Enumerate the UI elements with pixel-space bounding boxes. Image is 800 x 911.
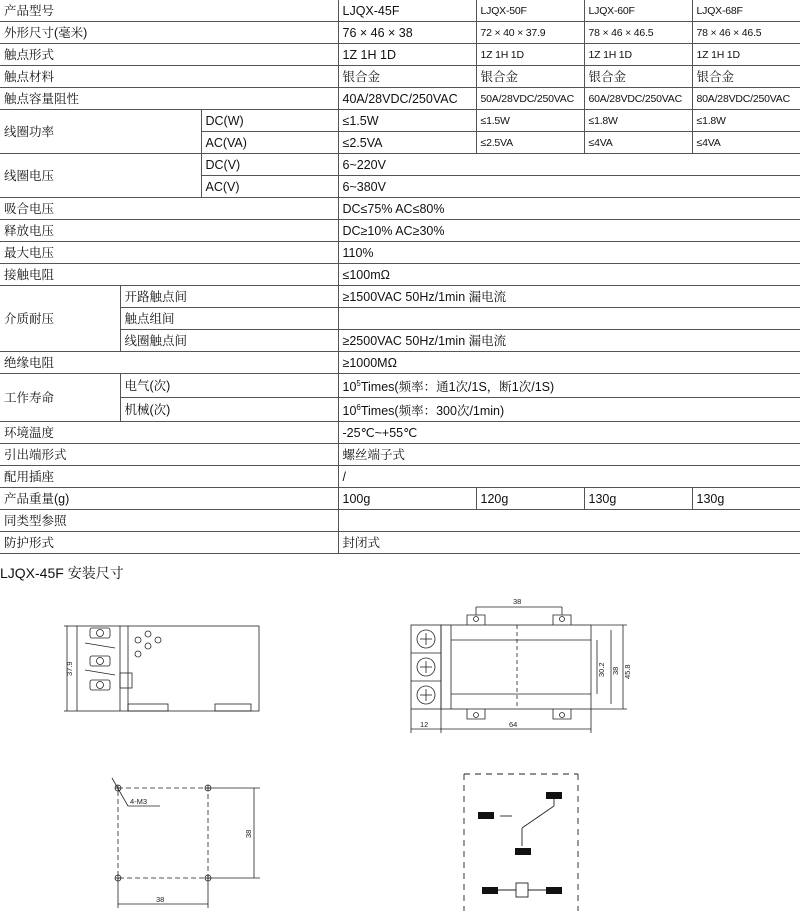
max-voltage-value: 110% (338, 242, 800, 264)
top-h2-dim: 38 (611, 666, 620, 675)
row-dielectric-open (0, 286, 800, 308)
rating-60f: 60A/28VDC/250VAC (584, 88, 692, 110)
side-body-outline (77, 626, 259, 711)
dielectric-coil-value: ≥2500VAC 50Hz/1min 漏电流 (338, 330, 800, 352)
section-title: LJQX-45F 安装尺寸 (0, 565, 124, 581)
row-equivalent (0, 510, 800, 532)
label-coil-power: 线圈功率 (0, 110, 201, 154)
dim-68f: 78 × 46 × 46.5 (692, 22, 800, 44)
top-width-dim: 38 (513, 597, 522, 606)
label-contact-material: 触点材料 (0, 66, 338, 88)
top-body-outline (441, 625, 591, 709)
row-release (0, 220, 800, 242)
model-50f: LJQX-50F (476, 0, 584, 22)
label-life-mechanical: 机械(次) (120, 398, 338, 422)
power-dc-50f: ≤1.5W (476, 110, 584, 132)
label-weight: 产品重量(g) (0, 488, 338, 510)
model-45f: LJQX-45F (338, 0, 476, 22)
row-coil-voltage-dc (0, 154, 800, 176)
insulation-value: ≥1000MΩ (338, 352, 800, 374)
row-ambient-temp (0, 422, 800, 444)
row-terminal (0, 444, 800, 466)
terminal-coil-a (482, 887, 498, 894)
row-dielectric-groups (0, 308, 800, 330)
side-height-dim: 37.9 (65, 661, 74, 676)
power-dc-60f: ≤1.8W (584, 110, 692, 132)
label-equivalent: 同类型参照 (0, 510, 338, 532)
mounting-width-dim: 38 (156, 895, 165, 904)
row-contact-rating (0, 88, 800, 110)
rating-68f: 80A/28VDC/250VAC (692, 88, 800, 110)
top-h3-dim: 45.8 (623, 664, 632, 679)
row-life-electrical (0, 374, 800, 398)
row-pull-in (0, 198, 800, 220)
label-dielectric-coil: 线圈触点间 (120, 330, 338, 352)
life-mechanical-rest: Times(频率：300次/1min) (360, 404, 505, 419)
row-protection (0, 532, 800, 554)
label-dielectric: 介质耐压 (0, 286, 120, 352)
terminal-nc (478, 812, 494, 819)
socket-value: / (338, 466, 800, 488)
mounting-height-dim: 38 (244, 829, 253, 838)
label-max-voltage: 最大电压 (0, 242, 338, 264)
weight-60f: 130g (584, 488, 692, 510)
material-68f: 银合金 (692, 66, 800, 88)
life-electrical-value (338, 374, 800, 398)
contact-resistance-value: ≤100mΩ (338, 264, 800, 286)
power-ac-45f: ≤2.5VA (338, 132, 476, 154)
row-dimensions (0, 22, 800, 44)
row-dielectric-coil (0, 330, 800, 352)
label-release: 释放电压 (0, 220, 338, 242)
weight-50f: 120g (476, 488, 584, 510)
label-socket: 配用插座 (0, 466, 338, 488)
form-50f: 1Z 1H 1D (476, 44, 584, 66)
form-68f: 1Z 1H 1D (692, 44, 800, 66)
life-electrical-rest: Times(频率：通1次/1S，断1次/1S) (360, 380, 555, 395)
wiring-diagram (460, 770, 585, 911)
row-weight (0, 488, 800, 510)
power-dc-68f: ≤1.8W (692, 110, 800, 132)
power-dc-45f: ≤1.5W (338, 110, 476, 132)
row-socket (0, 466, 800, 488)
pull-in-value: DC≤75% AC≤80% (338, 198, 800, 220)
rating-50f: 50A/28VDC/250VAC (476, 88, 584, 110)
release-value: DC≥10% AC≥30% (338, 220, 800, 242)
model-68f: LJQX-68F (692, 0, 800, 22)
label-life-electrical: 电气(次) (120, 374, 338, 398)
label-model: 产品型号 (0, 0, 338, 22)
coil-voltage-dc-value: 6~220V (338, 154, 800, 176)
label-insulation: 绝缘电阻 (0, 352, 338, 374)
material-45f: 银合金 (338, 66, 476, 88)
row-max-voltage (0, 242, 800, 264)
mounting-drawing (100, 772, 270, 911)
power-ac-50f: ≤2.5VA (476, 132, 584, 154)
label-coil-voltage-ac: AC(V) (201, 176, 338, 198)
row-contact-resistance (0, 264, 800, 286)
terminal-com (515, 848, 531, 855)
life-mechanical-value (338, 398, 800, 422)
power-ac-68f: ≤4VA (692, 132, 800, 154)
label-coil-power-ac: AC(VA) (201, 132, 338, 154)
label-contact-resistance: 接触电阻 (0, 264, 338, 286)
material-60f: 银合金 (584, 66, 692, 88)
top-view-drawing (405, 595, 635, 745)
coil-voltage-ac-value: 6~380V (338, 176, 800, 198)
life-mechanical-base: 10 (342, 404, 357, 419)
label-coil-voltage-dc: DC(V) (201, 154, 338, 176)
dim-60f: 78 × 46 × 46.5 (584, 22, 692, 44)
model-60f: LJQX-60F (584, 0, 692, 22)
row-contact-form (0, 44, 800, 66)
top-h1-dim: 30.2 (597, 662, 606, 677)
dielectric-open-value: ≥1500VAC 50Hz/1min 漏电流 (338, 286, 800, 308)
ambient-temp-value: -25℃~+55℃ (338, 422, 800, 444)
protection-value: 封闭式 (338, 532, 800, 554)
weight-68f: 130g (692, 488, 800, 510)
terminal-value: 螺丝端子式 (338, 444, 800, 466)
label-coil-power-dc: DC(W) (201, 110, 338, 132)
label-protection: 防护形式 (0, 532, 338, 554)
terminal-coil-b (546, 887, 562, 894)
equivalent-value (338, 510, 800, 532)
power-ac-60f: ≤4VA (584, 132, 692, 154)
life-electrical-base: 10 (342, 380, 357, 395)
row-model (0, 0, 800, 22)
form-45f: 1Z 1H 1D (338, 44, 476, 66)
row-contact-material (0, 66, 800, 88)
side-view-drawing (60, 618, 270, 718)
top-left-dim: 12 (420, 720, 429, 729)
material-50f: 银合金 (476, 66, 584, 88)
label-life: 工作寿命 (0, 374, 120, 422)
dim-45f: 76 × 46 × 38 (338, 22, 476, 44)
label-ambient-temp: 环境温度 (0, 422, 338, 444)
label-dielectric-open: 开路触点间 (120, 286, 338, 308)
top-bottom-dim: 64 (509, 720, 518, 729)
rating-45f: 40A/28VDC/250VAC (338, 88, 476, 110)
label-terminal: 引出端形式 (0, 444, 338, 466)
label-contact-form: 触点形式 (0, 44, 338, 66)
label-coil-voltage: 线圈电压 (0, 154, 201, 198)
row-coil-power-dc (0, 110, 800, 132)
terminal-no (546, 792, 562, 799)
label-dielectric-groups: 触点组间 (120, 308, 338, 330)
label-pull-in: 吸合电压 (0, 198, 338, 220)
row-insulation (0, 352, 800, 374)
dielectric-groups-value (338, 308, 800, 330)
life-mechanical-exp: 6 (356, 403, 361, 413)
weight-45f: 100g (338, 488, 476, 510)
form-60f: 1Z 1H 1D (584, 44, 692, 66)
label-dimensions: 外形尺寸(毫米) (0, 22, 338, 44)
label-contact-rating: 触点容量阻性 (0, 88, 338, 110)
dim-50f: 72 × 40 × 37.9 (476, 22, 584, 44)
mounting-holes-label: 4-M3 (130, 797, 148, 806)
life-electrical-exp: 5 (356, 379, 361, 388)
row-life-mechanical (0, 398, 800, 422)
